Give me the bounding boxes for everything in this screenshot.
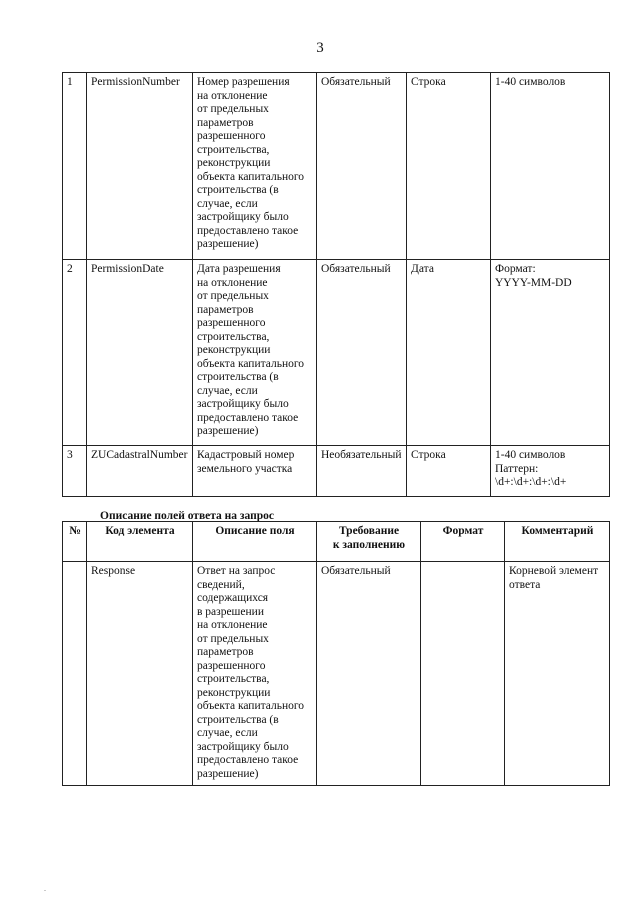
header-num: № (63, 522, 87, 562)
request-fields-table (62, 72, 610, 497)
data-type: Дата (407, 260, 491, 446)
field-description: Ответ на запрос сведений, содержащихся в разрешении на отклонение от предельных параметров разрешенного строительства, реконструкции объекта капитального строительства (в случае, если застройщику было предоставлено такое разрешение) (193, 562, 317, 786)
element-code: ZUCadastralNumber (87, 446, 193, 497)
table-row (63, 446, 610, 497)
scan-mark: . (44, 884, 46, 893)
header-description: Описание поля (193, 522, 317, 562)
header-comment: Комментарий (505, 522, 610, 562)
response-fields-table (62, 521, 610, 786)
header-format: Формат (421, 522, 505, 562)
format: 1-40 символов (491, 73, 610, 260)
requirement: Обязательный (317, 73, 407, 260)
row-number (63, 562, 87, 786)
element-code: Response (87, 562, 193, 786)
format: Формат: YYYY-MM-DD (491, 260, 610, 446)
format: 1-40 символов Паттерн: \d+:\d+:\d+:\d+ (491, 446, 610, 497)
requirement: Обязательный (317, 562, 421, 786)
field-description: Дата разрешения на отклонение от предельных параметров разрешенного строительства, реконструкции объекта капитального строительства (в случае, если застройщику было предоставлено такое разрешение) (193, 260, 317, 446)
header-code: Код элемента (87, 522, 193, 562)
row-number: 1 (63, 73, 87, 260)
comment: Корневой элемент ответа (505, 562, 610, 786)
element-code: PermissionNumber (87, 73, 193, 260)
requirement: Необязательный (317, 446, 407, 497)
page-number: 3 (316, 40, 324, 56)
field-description: Кадастровый номер земельного участка (193, 446, 317, 497)
element-code: PermissionDate (87, 260, 193, 446)
requirement: Обязательный (317, 260, 407, 446)
field-description: Номер разрешения на отклонение от предельных параметров разрешенного строительства, реконструкции объекта капитального строительства (в случае, если застройщику было предоставлено такое разрешение) (193, 73, 317, 260)
section-title: Описание полей ответа на запрос (100, 510, 275, 522)
data-type: Строка (407, 446, 491, 497)
header-requirement: Требование к заполнению (317, 522, 421, 562)
row-number: 3 (63, 446, 87, 497)
format (421, 562, 505, 786)
table-row (63, 260, 610, 446)
table-row (63, 73, 610, 260)
data-type: Строка (407, 73, 491, 260)
table-header-row (63, 522, 610, 562)
table-row (63, 562, 610, 786)
row-number: 2 (63, 260, 87, 446)
